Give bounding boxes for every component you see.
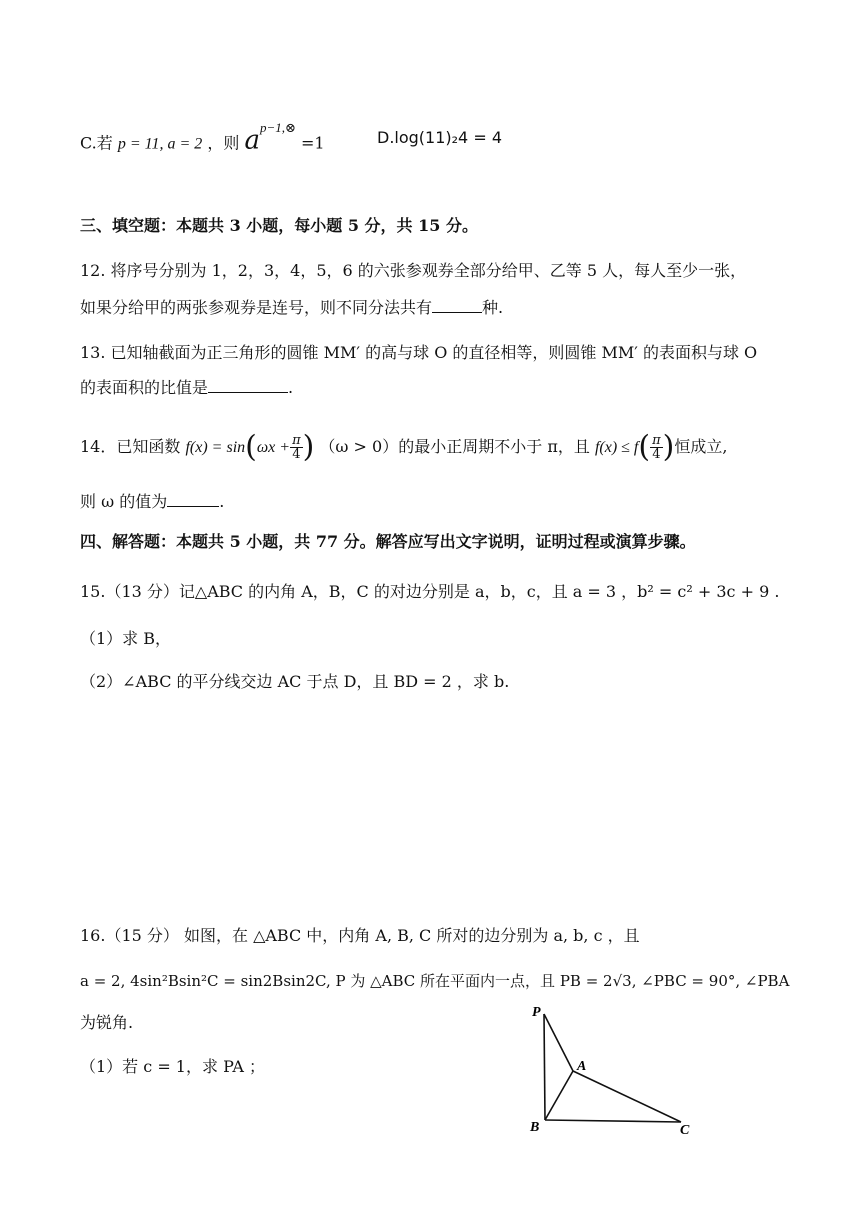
q16-part1: （1）若 c = 1，求 PA ；	[80, 1057, 266, 1076]
option-c-rhs: =1	[301, 133, 325, 153]
q12-answer-blank[interactable]	[432, 294, 482, 313]
q14-inequality: f(x) ≤ f	[594, 439, 639, 456]
q13-line2	[80, 374, 293, 400]
option-c-then: ，则	[207, 133, 240, 153]
label-a: A	[577, 1059, 587, 1074]
q14-line2	[80, 488, 224, 514]
q12-line2-text: 如果分给甲的两张参观券是连号，则不同分法共有	[80, 298, 433, 317]
q14-line1	[80, 426, 727, 469]
q14-answer-blank[interactable]	[167, 488, 219, 507]
q13-line2-tail: .	[288, 378, 294, 397]
option-c-base: a	[244, 125, 260, 156]
q12-line1: 12. 将序号分别为 1，2，3，4，5，6 的六张参观券全部分给甲、乙等 5 人，每人至少一张，	[80, 261, 747, 280]
q12-line2	[80, 294, 503, 320]
label-p: P	[532, 1005, 541, 1020]
q16-line3: 为锐角.	[80, 1013, 134, 1032]
q15-line1: 15.（13 分）记△ABC 的内角 A，B，C 的对边分别是 a，b，c，且 a = 3 ，b² = c² + 3c + 9 .	[80, 582, 780, 601]
segment-pb	[544, 1014, 545, 1120]
q14-line2-text: 则 ω 的值为	[80, 492, 168, 511]
q16-line2: a = 2, 4sin²Bsin²C = sin2Bsin2C, P 为 △ABC 所在平面内一点，且 PB = 2√3, ∠PBC = 90°, ∠PBA	[80, 972, 790, 990]
q14-four-rhs: 4	[652, 447, 661, 462]
option-c	[80, 120, 325, 156]
q14-four: 4	[292, 447, 301, 462]
segment-ac	[573, 1071, 681, 1122]
segment-ab	[545, 1071, 573, 1120]
label-c: C	[680, 1123, 690, 1138]
q14-pi: π	[292, 433, 301, 448]
q13-line1: 13. 已知轴截面为正三角形的圆锥 MM′ 的高与球 O 的直径相等，则圆锥 MM′ 的表面积与球 O	[80, 343, 758, 362]
option-c-condition: p = 11, a = 2	[117, 135, 203, 153]
option-c-prefix: C.若	[80, 133, 113, 153]
segment-bc	[545, 1120, 681, 1122]
option-d: D.log(11)₂4 = 4	[377, 128, 502, 147]
q14-tail: 恒成立,	[674, 437, 728, 456]
q15-part2: （2）∠ABC 的平分线交边 AC 于点 D，且 BD = 2 ，求 b.	[80, 672, 510, 691]
q14-line2-tail: .	[219, 492, 225, 511]
q16-line1: 16.（15 分） 如图，在 △ABC 中，内角 A, B, C 所对的边分别为 a, b, c ，且	[80, 926, 640, 945]
option-c-exponent: p−1,⊗	[259, 120, 296, 135]
q14-right-paren-2: )	[662, 429, 675, 465]
q12-line2-tail: 种.	[482, 298, 504, 317]
q15-part1: （1）求 B，	[80, 629, 172, 648]
q14-pi-over-4	[290, 434, 303, 461]
q14-inner: ωx +	[256, 439, 291, 456]
q14-pi-rhs: π	[652, 433, 661, 448]
section4-heading: 四、解答题：本题共 5 小题，共 77 分。解答应写出文字说明，证明过程或演算步骤。	[80, 532, 696, 551]
q14-left-paren-2: (	[638, 429, 651, 465]
section3-heading: 三、填空题：本题共 3 小题，每小题 5 分，共 15 分。	[80, 216, 478, 235]
q14-pi-over-4-rhs	[650, 434, 663, 461]
q14-num: 14．已知函数	[80, 437, 181, 456]
q13-line2-text: 的表面积的比值是	[80, 378, 209, 397]
q14-fx: f(x) = sin	[185, 439, 246, 456]
label-b: B	[530, 1120, 540, 1135]
q13-answer-blank[interactable]	[208, 374, 288, 393]
q14-left-paren: (	[245, 429, 257, 465]
segment-pa	[544, 1014, 573, 1071]
q14-condition: （ω > 0）的最小正周期不小于 π，且	[319, 437, 590, 456]
q14-right-paren: )	[302, 429, 315, 465]
